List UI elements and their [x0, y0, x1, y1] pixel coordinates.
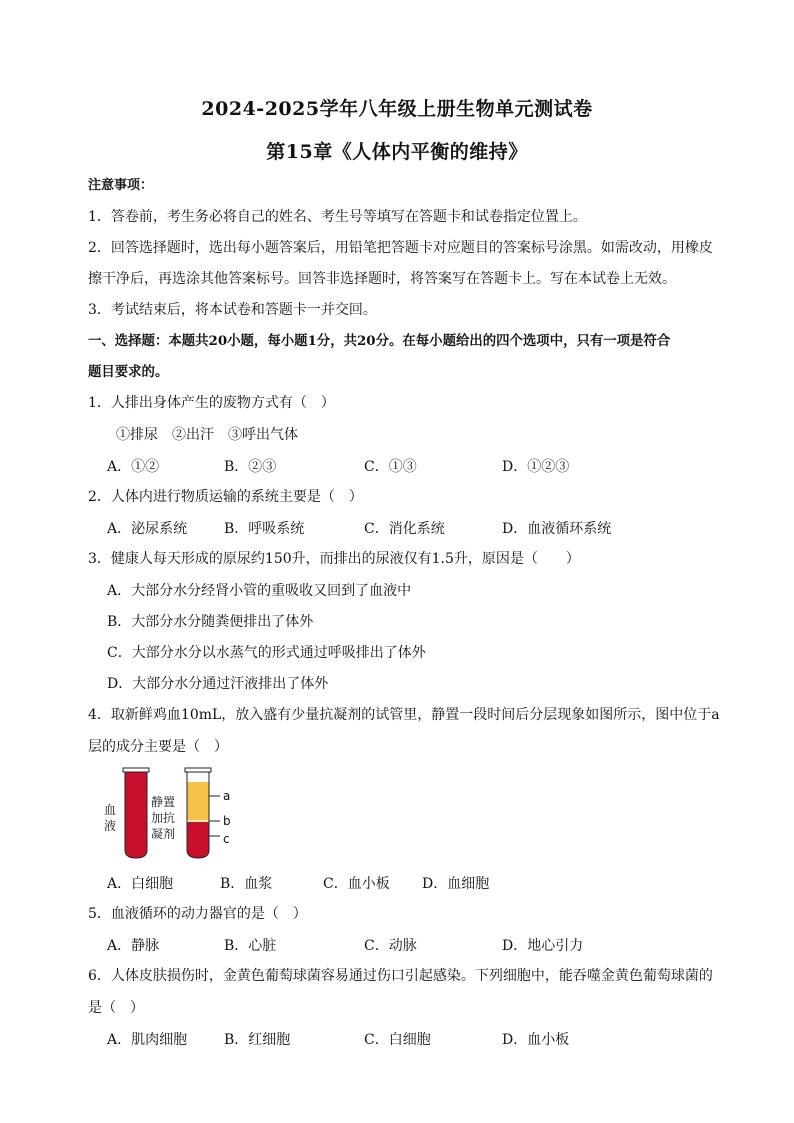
q1-option-d[interactable]: D．①②③ — [502, 459, 570, 475]
q3-option-c[interactable]: C．大部分水分以水蒸气的形式通过呼吸排出了体外 — [107, 645, 426, 661]
section-heading: 一、选择题：本题共20小题，每小题1分，共20分。在每小题给出的四个选项中，只有一项是符合 — [88, 333, 671, 349]
question-1-statements: ①排尿 ②出汗 ③呼出气体 — [116, 427, 298, 443]
question-3-stem: 3．健康人每天形成的原尿约150升，而排出的尿液仅有1.5升，原因是（ ） — [88, 551, 580, 567]
question-6-stem-cont: 是（ ） — [88, 1000, 144, 1016]
question-4-stem: 4．取新鲜鸡血10mL，放入盛有少量抗凝剂的试管里，静置一段时间后分层现象如图所示，图中位于a — [88, 707, 720, 723]
question-2-stem: 2．人体内进行物质运输的系统主要是（ ） — [88, 489, 363, 505]
q5-option-d[interactable]: D．地心引力 — [502, 938, 584, 954]
label-standing: 静置 — [151, 795, 176, 809]
chapter-title: 第15章《人体内平衡的维持》 — [266, 141, 528, 163]
note-item-3: 3．考试结束后，将本试卷和答题卡一并交回。 — [88, 302, 377, 318]
q1-option-c[interactable]: C．①③ — [364, 459, 417, 475]
label-add-anti: 加抗 — [151, 811, 176, 825]
whole-blood-tube — [123, 768, 149, 858]
notes-heading: 注意事项： — [88, 178, 154, 193]
question-6-options — [0, 1029, 794, 1049]
question-4-options — [0, 873, 794, 893]
question-5-options — [0, 935, 794, 955]
q4-option-c[interactable]: C．血小板 — [323, 876, 390, 892]
q2-option-d[interactable]: D．血液循环系统 — [502, 521, 612, 537]
question-1-stem: 1．人排出身体产生的废物方式有（ ） — [88, 395, 335, 411]
q6-option-b[interactable]: B．红细胞 — [224, 1032, 291, 1048]
question-6-stem: 6．人体皮肤损伤时，金黄色葡萄球菌容易通过伤口引起感染。下列细胞中，能吞噬金黄色葡萄球菌的 — [88, 968, 713, 984]
label-coagulant: 凝剂 — [151, 827, 176, 841]
note-item-1: 1．答卷前，考生务必将自己的姓名、考生号等填写在答题卡和试卷指定位置上。 — [88, 209, 587, 225]
q5-option-b[interactable]: B．心脏 — [224, 938, 277, 954]
layer-b-label: b — [223, 814, 231, 828]
q6-option-a[interactable]: A．肌肉细胞 — [107, 1032, 188, 1048]
question-2-options — [0, 518, 794, 538]
note-item-2-cont: 擦干净后，再选涂其他答案标号。回答非选择题时，将答案写在答题卡上。写在本试卷上无效。 — [88, 271, 676, 287]
q4-option-b[interactable]: B．血浆 — [220, 876, 273, 892]
q6-option-c[interactable]: C．白细胞 — [364, 1032, 431, 1048]
layer-c-label: c — [223, 832, 230, 846]
q3-option-d[interactable]: D．大部分水分通过汗液排出了体外 — [107, 676, 329, 692]
layer-a-label: a — [223, 789, 231, 803]
blood-test-tube-figure — [98, 766, 248, 866]
q1-option-b[interactable]: B．②③ — [224, 459, 277, 475]
q1-option-a[interactable]: A．①② — [107, 459, 160, 475]
section-heading-cont: 题目要求的。 — [88, 364, 169, 380]
q2-option-c[interactable]: C．消化系统 — [364, 521, 445, 537]
exam-title: 2024-2025学年八年级上册生物单元测试卷 — [201, 98, 593, 120]
question-5-stem: 5．血液循环的动力器官的是（ ） — [88, 906, 307, 922]
question-4-stem-cont: 层的成分主要是（ ） — [88, 739, 228, 755]
q5-option-a[interactable]: A．静脉 — [107, 938, 160, 954]
q5-option-c[interactable]: C．动脉 — [364, 938, 417, 954]
q3-option-b[interactable]: B．大部分水分随粪便排出了体外 — [107, 614, 314, 630]
q2-option-b[interactable]: B．呼吸系统 — [224, 521, 305, 537]
q3-option-a[interactable]: A．大部分水分经肾小管的重吸收又回到了血液中 — [107, 583, 412, 599]
layered-blood-tube — [185, 768, 211, 858]
question-1-options — [0, 456, 794, 476]
note-item-2: 2．回答选择题时，选出每小题答案后，用铅笔把答题卡对应题目的答案标号涂黑。如需改动，用橡皮 — [88, 240, 713, 256]
label-blood-2: 液 — [104, 819, 117, 833]
q6-option-d[interactable]: D．血小板 — [502, 1032, 570, 1048]
q2-option-a[interactable]: A．泌尿系统 — [107, 521, 188, 537]
q4-option-a[interactable]: A．白细胞 — [107, 876, 174, 892]
q4-option-d[interactable]: D．血细胞 — [422, 876, 490, 892]
label-blood-1: 血 — [104, 803, 117, 817]
